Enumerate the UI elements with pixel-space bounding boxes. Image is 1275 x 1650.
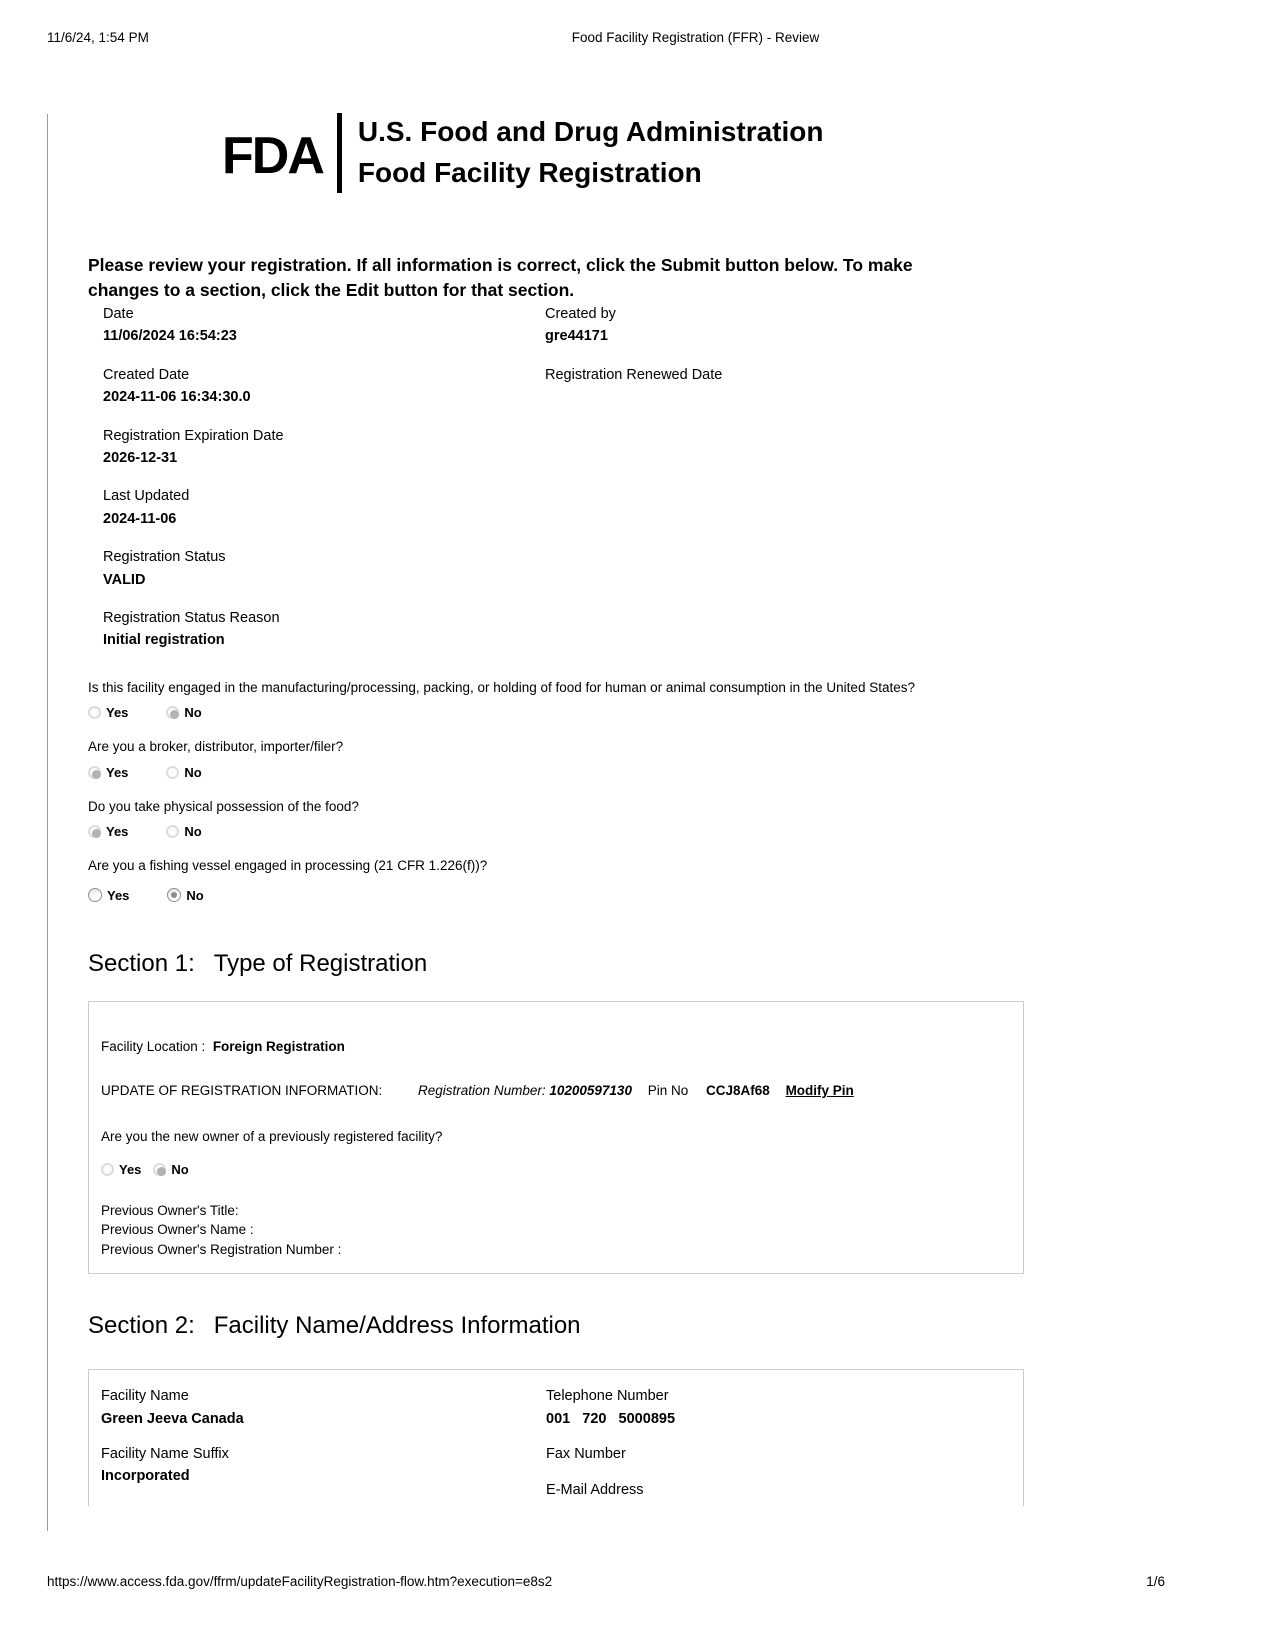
main-content — [88, 253, 1024, 1506]
field-empty — [545, 549, 1024, 589]
radio-option-no[interactable]: No — [166, 765, 201, 780]
section-2-right-column — [546, 1388, 1011, 1506]
print-footer-url: https://www.access.fda.gov/ffrm/updateFacilityRegistration-flow.htm?execution=e8s2 — [47, 1574, 553, 1589]
field-telephone-number: Telephone Number 001 720 5000895 — [546, 1388, 676, 1427]
facility-location-row — [101, 1037, 1011, 1057]
previous-owner-info — [101, 1201, 1011, 1258]
radio-button-yes-selected[interactable] — [88, 825, 101, 838]
question-fishing-vessel: Are you a fishing vessel engaged in processing (21 CFR 1.226(f))? Yes No — [88, 858, 488, 903]
eligibility-questions — [88, 678, 1024, 905]
field-registration-status-reason: Registration Status Reason Initial registration — [103, 609, 280, 649]
field-empty — [545, 428, 1024, 468]
radio-option-no[interactable]: No — [166, 824, 201, 839]
radio-button-yes[interactable] — [101, 1163, 114, 1176]
page-left-border — [47, 114, 48, 1531]
fda-logo-title-line1: U.S. Food and Drug Administration — [357, 116, 824, 147]
fda-logo-title — [358, 112, 824, 193]
radio-option-no[interactable]: No — [153, 1162, 188, 1177]
print-timestamp: 11/6/24, 1:54 PM — [47, 30, 149, 45]
radio-button-yes[interactable] — [88, 706, 101, 719]
pin-value: CCJ8Af68 — [706, 1083, 770, 1099]
facility-location-value: Foreign Registration — [212, 1038, 345, 1054]
field-registration-renewed-date: Registration Renewed Date — [545, 366, 723, 383]
print-header — [0, 30, 1275, 50]
radio-button-no[interactable] — [166, 825, 179, 838]
field-created-by: Created by gre44171 — [545, 306, 616, 345]
fda-logo — [222, 112, 823, 193]
radio-button-no[interactable] — [166, 766, 179, 779]
print-footer-page-number: 1/6 — [1146, 1574, 1165, 1589]
radio-option-yes[interactable]: Yes — [88, 888, 129, 903]
field-empty — [545, 488, 1024, 528]
field-registration-expiration-date: Registration Expiration Date 2026-12-31 — [103, 427, 284, 466]
field-email-address: E-Mail Address — [546, 1482, 644, 1499]
radio-button-no-selected[interactable] — [166, 706, 179, 719]
radio-option-yes[interactable]: Yes — [101, 1162, 141, 1177]
modify-pin-link[interactable]: Modify Pin — [785, 1083, 854, 1099]
fda-logo-text: FDA — [222, 126, 323, 185]
previous-owner-number-label: Previous Owner's Registration Number : — [101, 1241, 342, 1257]
field-facility-name-suffix: Facility Name Suffix Incorporated — [101, 1446, 229, 1485]
question-physical-possession: Do you take physical possession of the food? Yes No — [88, 798, 359, 840]
radio-button-no-selected[interactable] — [153, 1163, 166, 1176]
previous-owner-name-label: Previous Owner's Name : — [101, 1222, 254, 1238]
section-2-left-column — [101, 1388, 546, 1506]
section-1-box — [88, 1001, 1024, 1274]
section-2-heading — [88, 1312, 1024, 1340]
question-broker: Are you a broker, distributor, importer/filer? Yes No — [88, 739, 344, 780]
registration-number-value: 10200597130 — [549, 1083, 632, 1099]
registration-number-label: Registration Number: — [418, 1083, 546, 1099]
radio-option-yes[interactable]: Yes — [88, 705, 128, 720]
field-last-updated: Last Updated 2024-11-06 — [103, 488, 190, 527]
radio-button-yes[interactable] — [88, 888, 102, 902]
radio-option-no[interactable]: No — [167, 888, 203, 903]
field-registration-status: Registration Status VALID — [103, 549, 226, 588]
print-footer — [0, 1574, 1275, 1592]
radio-option-yes[interactable]: Yes — [88, 824, 128, 839]
radio-button-yes-selected[interactable] — [88, 766, 101, 779]
review-instructions: Please review your registration. If all information is correct, click the Submit button below. To make changes to a section, click the Edit button for that section. — [88, 255, 913, 300]
update-registration-row — [101, 1081, 1011, 1101]
new-owner-question: Are you the new owner of a previously registered facility? — [101, 1128, 443, 1144]
pin-label: Pin No — [647, 1083, 689, 1099]
field-created-date: Created Date 2024-11-06 16:34:30.0 — [103, 366, 251, 406]
fda-logo-divider — [337, 113, 342, 193]
facility-location-label: Facility Location : — [101, 1038, 206, 1054]
radio-option-no[interactable]: No — [166, 705, 201, 720]
section-1-number: Section 1: — [88, 949, 195, 977]
question-manufacturing: Is this facility engaged in the manufacturing/processing, packing, or holding of food for human or animal consumption in the United States? Yes No — [88, 679, 915, 721]
section-2-title: Facility Name/Address Information — [213, 1311, 581, 1339]
section-1-title: Type of Registration — [213, 949, 428, 977]
field-fax-number: Fax Number — [546, 1446, 626, 1463]
field-facility-name: Facility Name Green Jeeva Canada — [101, 1388, 244, 1427]
field-empty — [545, 610, 1024, 650]
previous-owner-title-label: Previous Owner's Title: — [101, 1203, 239, 1219]
section-2-box — [88, 1369, 1024, 1506]
registration-summary-fields — [88, 306, 1024, 650]
print-title: Food Facility Registration (FFR) - Review — [571, 30, 820, 45]
new-owner-radio-group — [101, 1160, 1011, 1179]
fda-logo-title-line2: Food Facility Registration — [357, 156, 702, 188]
radio-button-no-selected[interactable] — [167, 888, 181, 902]
field-date: Date 11/06/2024 16:54:23 — [103, 306, 237, 345]
update-registration-label: UPDATE OF REGISTRATION INFORMATION: — [101, 1083, 383, 1099]
section-1-heading — [88, 950, 1024, 978]
radio-option-yes[interactable]: Yes — [88, 765, 128, 780]
section-2-number: Section 2: — [88, 1311, 195, 1339]
